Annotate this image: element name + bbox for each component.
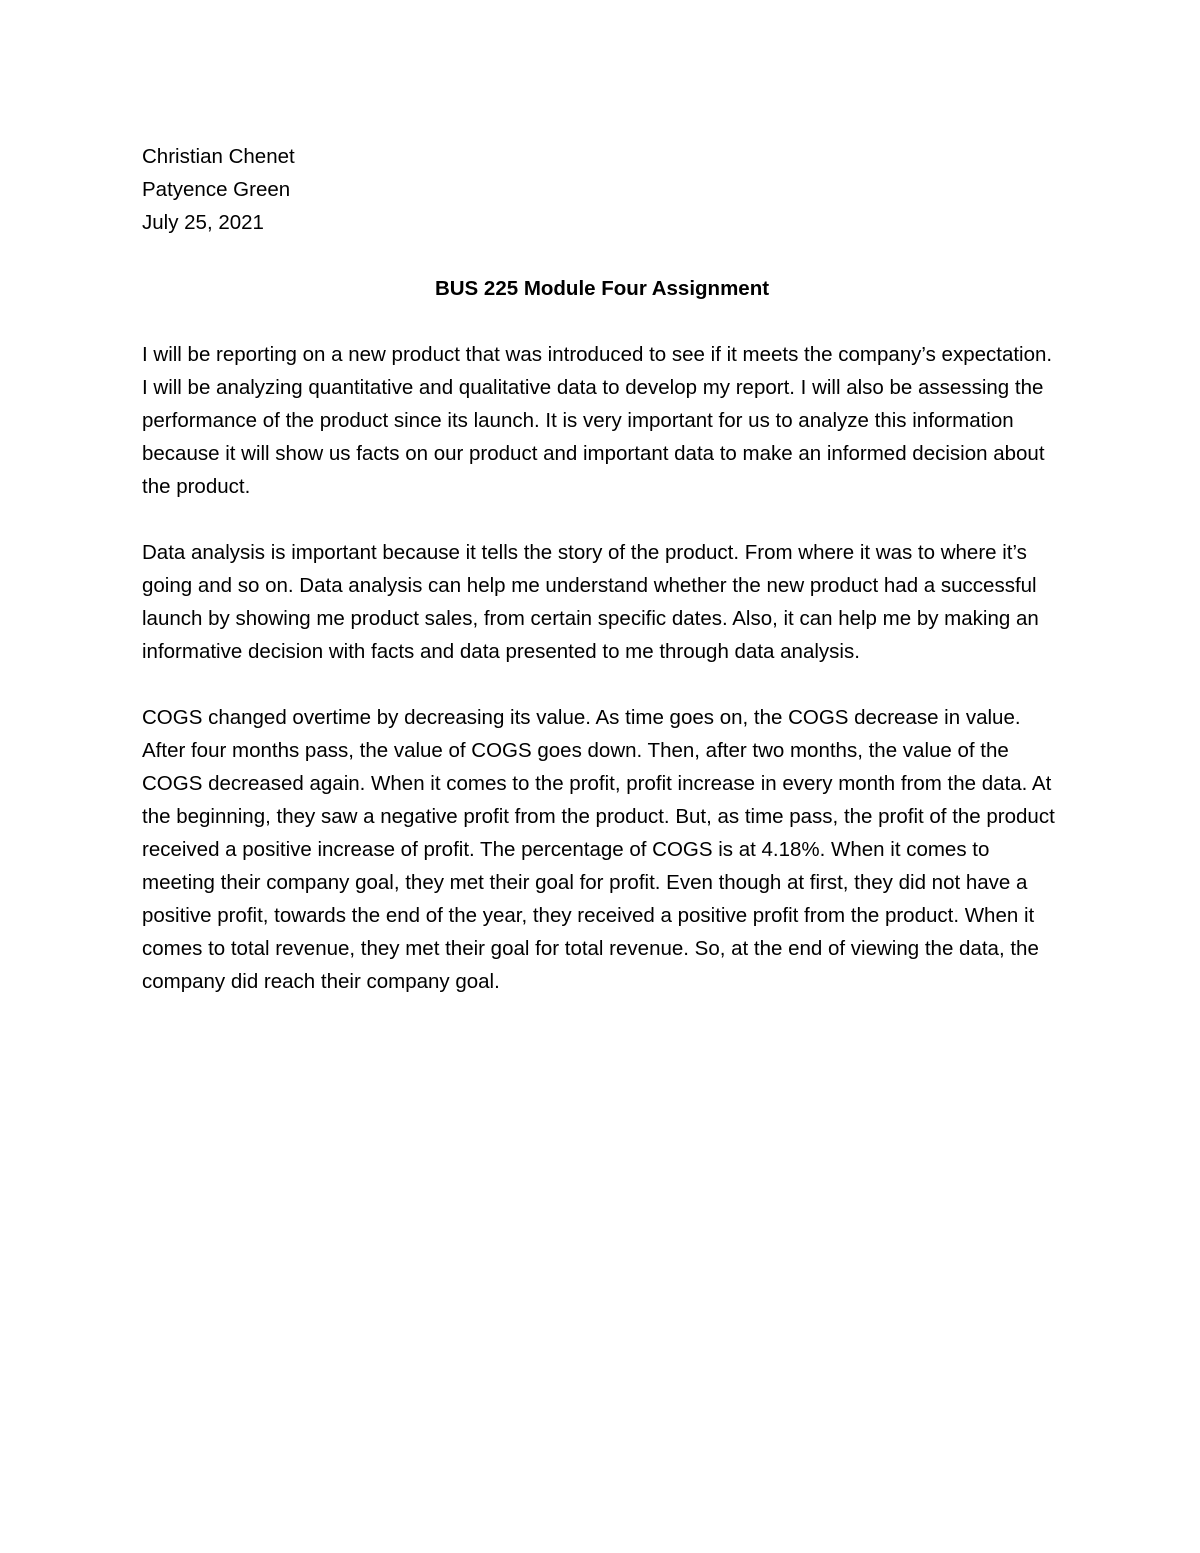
paragraph-introduction: I will be reporting on a new product that was introduced to see if it meets the company’s expectation. I will be analyzing quantitative and qualitative data to develop my report. I will also be assessing the performance of the product since its launch. It is very important for us to analyze this information because it will show us facts on our product and important data to make an informed decision about the product. <box>142 343 1053 498</box>
paragraph-cogs-profit: COGS changed overtime by decreasing its value. As time goes on, the COGS decrease in value. After four months pass, the value of COGS goes down. Then, after two months, the value of the COGS decreased again. When it comes to the profit, profit increase in every month from the data. At the beginning, they saw a negative profit from the product. But, as time pass, the profit of the product received a positive increase of profit. The percentage of COGS is at 4.18%. When it comes to meeting their company goal, they met their goal for profit. Even though at first, they did not have a positive profit, towards the end of the year, they received a positive profit from the product. When it comes to total revenue, they met their goal for total revenue. So, at the end of viewing the data, the company did reach their company goal. <box>142 706 1055 993</box>
author-name: Christian Chenet <box>142 145 295 168</box>
paragraph-data-analysis: Data analysis is important because it tells the story of the product. From where it was to where it’s going and so on. Data analysis can help me understand whether the new product had a successful launch by showing me product sales, from certain specific dates. Also, it can help me by making an informative decision with facts and data presented to me through data analysis. <box>142 541 1039 663</box>
document-title: BUS 225 Module Four Assignment <box>434 277 770 300</box>
document-body <box>142 140 1062 1031</box>
document-date: July 25, 2021 <box>142 211 264 234</box>
instructor-name: Patyence Green <box>142 178 291 201</box>
document-header <box>142 140 1062 239</box>
